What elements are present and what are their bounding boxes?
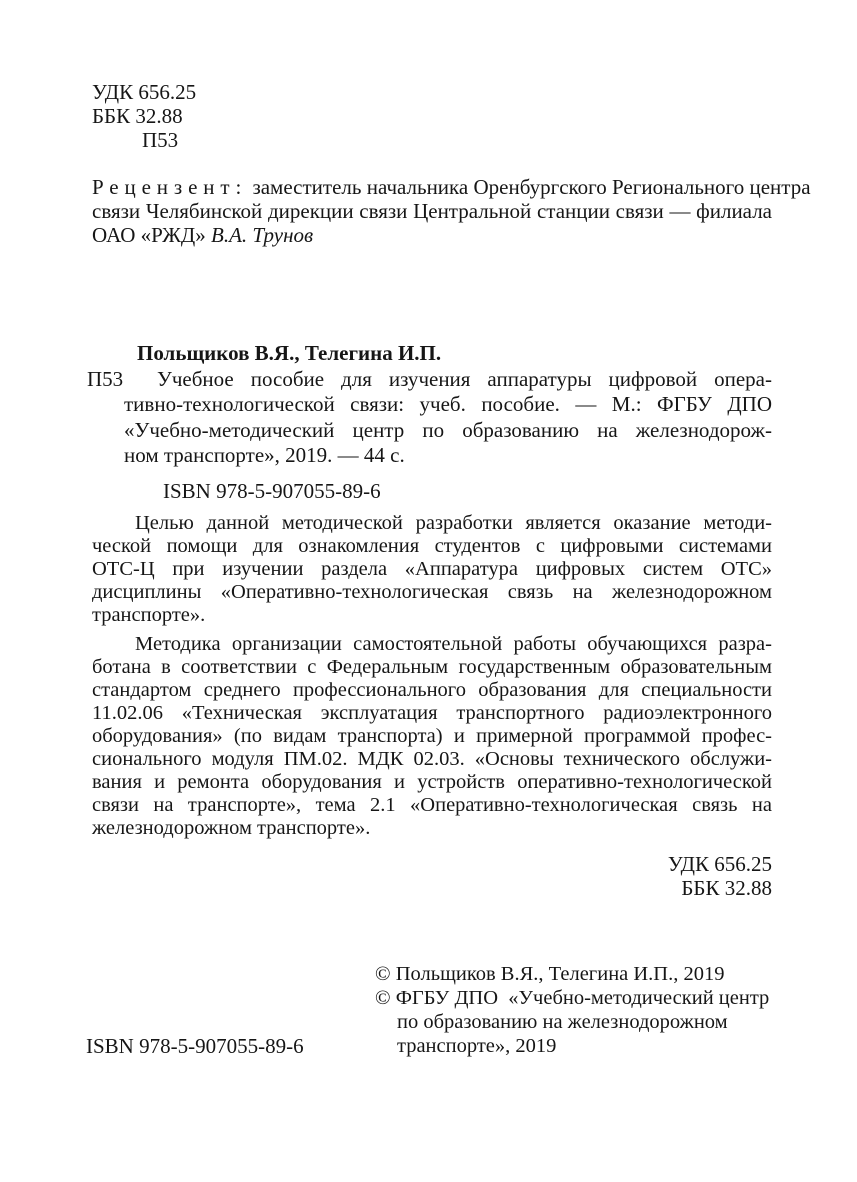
text-line: оборудования» (по видам транспорта) и примерной программой профес-	[92, 725, 772, 747]
text-line: стандартом среднего профессионального образования для специальности	[92, 679, 772, 701]
text-line: дисциплины «Оперативно-технологическая связь на железнодорожном	[92, 581, 772, 603]
text-run: ОАО «РЖД»	[92, 223, 206, 247]
udk-number: УДК 656.25	[667, 852, 772, 876]
authors-line: Польщиков В.Я., Телегина И.П.	[137, 341, 442, 365]
copyright-footer	[86, 962, 772, 1058]
author-sign: П53	[87, 366, 124, 391]
annotation-paragraph-1	[92, 512, 772, 627]
text-line: ном транспорте», 2019. — 44 с.	[124, 443, 405, 467]
text-line: железнодорожном транспорте».	[92, 817, 371, 839]
text-line: вания и ремонта оборудования и устройств оперативно-технологической	[92, 771, 772, 793]
text-line	[92, 175, 811, 199]
copyright-line: по образованию на железнодорожном	[397, 1011, 728, 1033]
annotation-block	[92, 512, 772, 840]
reviewer-paragraph	[92, 175, 811, 247]
udk-number: УДК 656.25	[92, 80, 197, 104]
text-line: Учебное пособие для изучения аппаратуры цифровой опера-	[157, 366, 772, 391]
text-line: транспорте».	[92, 604, 206, 626]
text-line: ботана в соответствии с Федеральным государственным образовательным	[92, 656, 772, 678]
isbn-line: ISBN 978-5-907055-89-6	[86, 1034, 304, 1058]
text-run: заместитель начальника Оренбургского Регионального центра	[252, 175, 811, 199]
text-line: ОТС-Ц при изучении раздела «Аппаратура цифровых систем ОТС»	[92, 558, 772, 580]
isbn-line: ISBN 978-5-907055-89-6	[163, 478, 381, 503]
bbk-number: ББК 32.88	[681, 876, 772, 900]
text-line: сионального модуля ПМ.02. МДК 02.03. «Основы технического обслужи-	[92, 748, 772, 770]
text-line: Методика организации самостоятельной работы обучающихся разра-	[135, 633, 772, 655]
bibliographic-block	[87, 341, 772, 504]
text-line: связи на транспорте», тема 2.1 «Оперативно-технологическая связь на	[92, 794, 772, 816]
text-line: 11.02.06 «Техническая эксплуатация транспортного радиоэлектронного	[92, 702, 772, 724]
text-line: связи Челябинской дирекции связи Центральной станции связи — филиала	[92, 199, 772, 223]
classification-footer	[92, 852, 772, 900]
bbk-number: ББК 32.88	[92, 104, 183, 128]
text-line: «Учебно-методический центр по образованию на железнодорож-	[124, 417, 772, 442]
reviewer-name: В.А. Трунов	[211, 223, 314, 247]
copyright-line: транспорте», 2019	[397, 1035, 557, 1057]
text-line: тивно-технологической связи: учеб. пособие. — М.: ФГБУ ДПО	[124, 392, 772, 416]
bibliographic-description	[87, 366, 772, 469]
text-line	[92, 223, 772, 247]
text-line: ческой помощи для ознакомления студентов с цифровыми системами	[92, 535, 772, 557]
copyright-block	[375, 962, 795, 1058]
copyright-line: © ФГБУ ДПО «Учебно-методический центр	[375, 987, 770, 1009]
annotation-paragraph-2	[92, 633, 772, 840]
classification-block	[92, 80, 772, 152]
reviewer-label: Рецензент:	[92, 175, 248, 199]
text-line: Целью данной методической разработки является оказание методи-	[135, 512, 772, 534]
author-sign: П53	[142, 128, 179, 152]
copyright-line: © Польщиков В.Я., Телегина И.П., 2019	[375, 963, 725, 985]
